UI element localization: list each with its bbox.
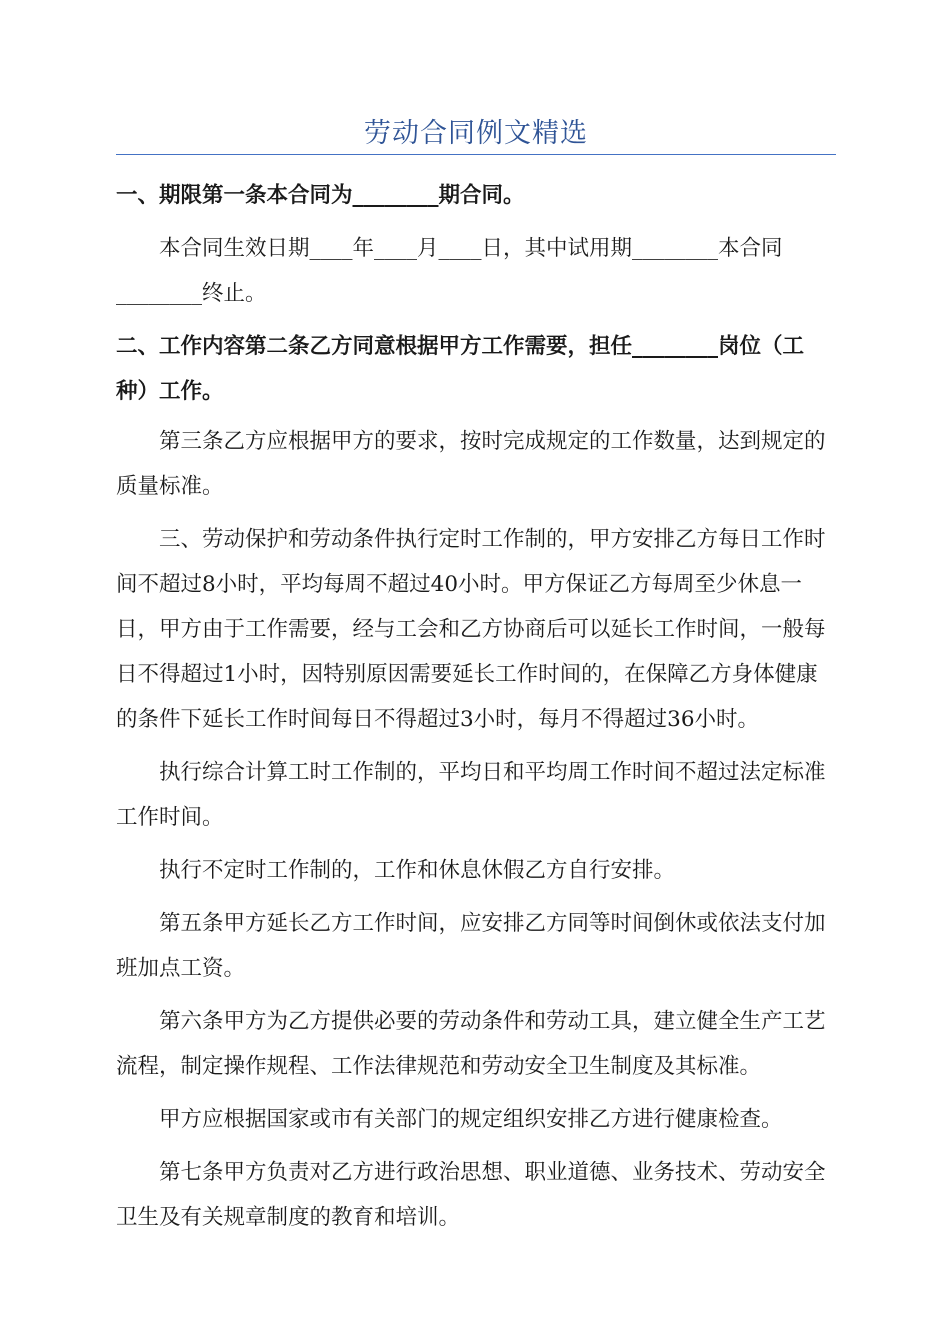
section-heading-term: 一、期限第一条本合同为________期合同。 [116, 183, 525, 208]
title-underline [116, 154, 836, 155]
document-body [116, 173, 836, 1240]
paragraph-health-check: 甲方应根据国家或市有关部门的规定组织安排乙方进行健康检查。 [159, 1107, 783, 1132]
paragraph-article-5: 第五条甲方延长乙方工作时间，应安排乙方同等时间倒休或依法支付加班加点工资。 [116, 911, 826, 981]
paragraph-flexible-hours: 执行不定时工作制的，工作和休息休假乙方自行安排。 [159, 858, 676, 883]
paragraph-labor-protection: 三、劳动保护和劳动条件执行定时工作制的，甲方安排乙方每日工作时间不超过8小时，平均每周不超过40小时。甲方保证乙方每周至少休息一日，甲方由于工作需要，经与工会和乙方协商后可以延长工作时间，一般每日不得超过1小时，因特别原因需要延长工作时间的，在保障乙方身体健康的条件下延长工作时间每日不得超过3小时，每月不得超过36小时。 [116, 527, 826, 732]
document-title: 劳动合同例文精选 [364, 118, 588, 149]
paragraph-article-6: 第六条甲方为乙方提供必要的劳动条件和劳动工具，建立健全生产工艺流程，制定操作规程、工作法律规范和劳动安全卫生制度及其标准。 [116, 1009, 826, 1079]
section-heading-work-content: 二、工作内容第二条乙方同意根据甲方工作需要，担任________岗位（工种）工作。 [116, 334, 805, 404]
paragraph-article-7: 第七条甲方负责对乙方进行政治思想、职业道德、业务技术、劳动安全卫生及有关规章制度的教育和培训。 [116, 1160, 826, 1230]
paragraph-article-3: 第三条乙方应根据甲方的要求，按时完成规定的工作数量，达到规定的质量标准。 [116, 429, 826, 499]
paragraph-effective-date: 本合同生效日期____年____月____日，其中试用期________本合同________终止。 [116, 236, 783, 306]
paragraph-comprehensive-hours: 执行综合计算工时工作制的，平均日和平均周工作时间不超过法定标准工作时间。 [116, 760, 826, 830]
